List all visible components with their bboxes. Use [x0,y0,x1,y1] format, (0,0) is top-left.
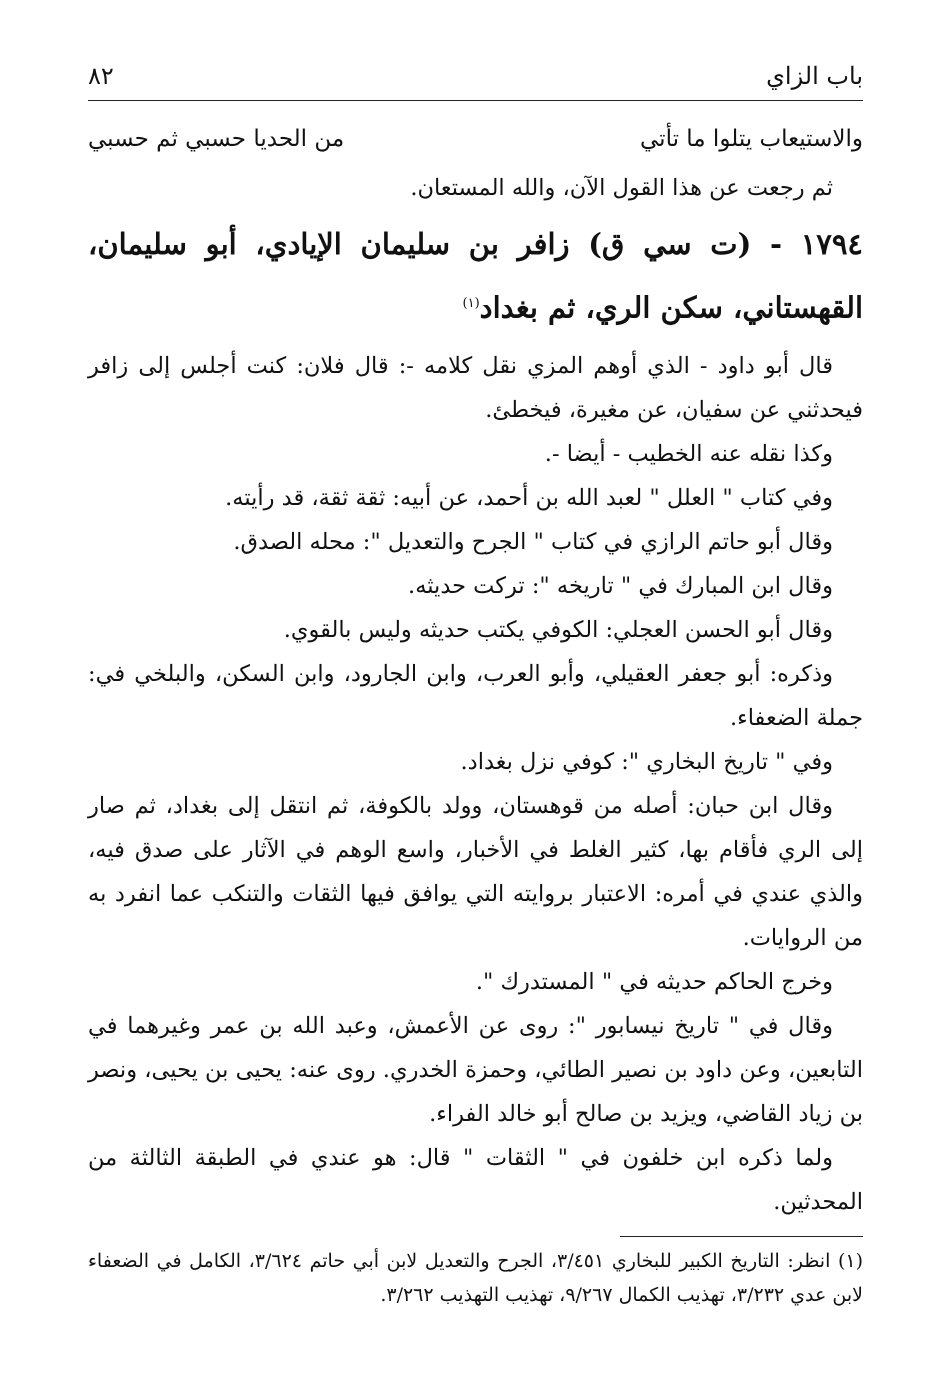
paragraph: وقال ابن حبان: أصله من قوهستان، وولد بالكوفة، ثم انتقل إلى بغداد، ثم صار إلى الري فأقام بها، كثير الغلط في الأخبار، واسع الوهم في الآثار على صدق فيه، والذي عندي في أمره: الاعتبار بروايته التي يوافق فيها الثقات والتنكب عما انفرد به من الروايات. [88,792,863,951]
footnote-divider [620,1236,863,1237]
page-number: ٨٢ [88,62,114,90]
paragraph: ثم رجعت عن هذا القول الآن، والله المستعان. [410,175,833,201]
poem-verse [88,120,863,166]
entry-heading [88,214,863,338]
paragraph: وقال ابن المبارك في " تاريخه ": تركت حديثه. [408,572,833,599]
entry-heading-text: ١٧٩٤ - (ت سي ق) زافر بن سليمان الإيادي، أبو سليمان، القهستاني، سكن الري، ثم بغداد [88,227,863,325]
paragraph: وفي " تاريخ البخاري ": كوفي نزل بغداد. [460,748,833,775]
paragraph: وخرج الحاكم حديثه في " المستدرك ". [475,968,833,995]
section-title: باب الزاي [766,62,863,90]
page-header [88,60,863,101]
page-body [88,120,863,1224]
footnote-reference: (١) [462,296,480,311]
paragraph: ولما ذكره ابن خلفون في " الثقات " قال: هو عندي في الطبقة الثالثة من المحدثين. [88,1144,863,1215]
paragraph: وقال أبو حاتم الرازي في كتاب " الجرح والتعديل ": محله الصدق. [233,528,833,555]
paragraph: وذكره: أبو جعفر العقيلي، وأبو العرب، وابن الجارود، وابن السكن، والبلخي في: جملة الضعفاء. [88,660,863,731]
paragraph: قال أبو داود - الذي أوهم المزي نقل كلامه -: قال فلان: كنت أجلس إلى زافر فيحدثني عن سفيان، عن مغيرة، فيخطئ. [88,352,863,423]
footnote: (١) انظر: التاريخ الكبير للبخاري ٣/٤٥١، الجرح والتعديل لابن أبي حاتم ٣/٦٢٤، الكامل في الضعفاء لابن عدي ٣/٢٣٢، تهذيب الكمال ٩/٢٦٧، تهذيب التهذيب ٣/٢٦٢. [88,1250,863,1306]
paragraph: وقال في " تاريخ نيسابور ": روى عن الأعمش، وعبد الله بن عمر وغيرهما في التابعين، وعن داود بن نصير الطائي، وحمزة الخدري. روى عنه: يحيى بن يحيى، ونصر بن زياد القاضي، ويزيد بن صالح أبو خالد الفراء. [88,1012,863,1127]
verse-second-hemistich: من الحديا حسبي ثم حسبي [88,126,345,152]
verse-first-hemistich: والاستيعاب يتلوا ما تأتي [640,126,863,152]
paragraph: وفي كتاب " العلل " لعبد الله بن أحمد، عن أبيه: ثقة ثقة، قد رأيته. [225,484,833,511]
paragraph: وقال أبو الحسن العجلي: الكوفي يكتب حديثه وليس بالقوي. [283,616,833,643]
paragraph: وكذا نقله عنه الخطيب - أيضا -. [544,440,833,467]
